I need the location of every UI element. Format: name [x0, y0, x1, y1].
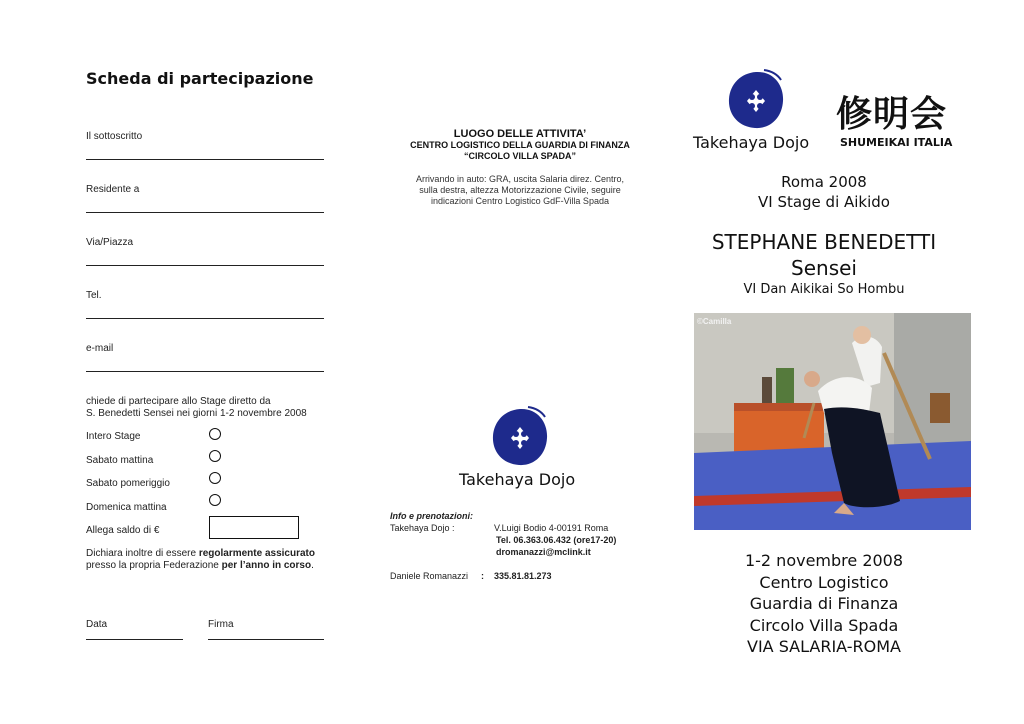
request-line-2: S. Benedetti Sensei nei giorni 1-2 novembre 2008 [86, 408, 307, 419]
info-dojo-label: Takehaya Dojo : [390, 523, 455, 533]
venue-title: LUOGO DELLE ATTIVITA’ [453, 128, 587, 140]
directions-2: sulla destra, altezza Motorizzazione Civile, seguire [419, 185, 621, 195]
option-intero-label: Intero Stage [86, 431, 141, 442]
venue-name-1: CENTRO LOGISTICO DELLA GUARDIA DI FINANZA [410, 140, 630, 150]
label-via: Via/Piazza [86, 237, 134, 248]
label-residente: Residente a [86, 184, 140, 195]
date-line-4: Circolo Villa Spada [749, 615, 899, 635]
label-email: e-mail [86, 343, 114, 354]
date-line-1: 1-2 novembre 2008 [744, 551, 904, 570]
info-person-phone: 335.81.81.273 [494, 571, 552, 581]
field-data[interactable] [86, 639, 183, 640]
declaration: Dichiara inoltre di essere regolarmente assicurato presso la propria Federazione per l’anno in corso. [86, 548, 315, 571]
option-domenica-mattina-radio[interactable] [209, 494, 221, 506]
field-residente[interactable] [86, 212, 324, 213]
field-via[interactable] [86, 265, 324, 266]
venue-block [390, 128, 650, 207]
option-sabato-mattina-radio[interactable] [209, 450, 221, 462]
field-email[interactable] [86, 371, 324, 372]
contact-dojo-name: Takehaya Dojo [459, 470, 576, 489]
option-sabato-mattina-label: Sabato mattina [86, 455, 154, 466]
saldo-label: Allega saldo di € [86, 525, 160, 536]
label-sottoscritto: Il sottoscritto [86, 131, 143, 142]
info-person-name: Daniele Romanazzi [390, 571, 469, 581]
kanji-title: 修明会 [836, 93, 948, 135]
info-title: Info e prenotazioni: [390, 511, 473, 521]
venue-name-2: “CIRCOLO VILLA SPADA” [464, 151, 576, 161]
sensei-rank: VI Dan Aikikai So Hombu [743, 282, 905, 297]
field-tel[interactable] [86, 318, 324, 319]
cover-dojo-name: Takehaya Dojo [693, 133, 810, 152]
sensei-title: Sensei [791, 256, 857, 280]
event-line-1: Roma 2008 [781, 173, 867, 191]
info-address: V.Luigi Bodio 4-00191 Roma [494, 523, 609, 533]
takehaya-logo-icon [488, 405, 552, 469]
label-tel: Tel. [86, 290, 102, 301]
date-block [694, 550, 954, 658]
field-sottoscritto[interactable] [86, 159, 324, 160]
data-label: Data [86, 619, 108, 630]
option-intero-radio[interactable] [209, 428, 221, 440]
saldo-input[interactable] [209, 516, 299, 539]
date-line-3: Guardia di Finanza [749, 594, 899, 613]
option-domenica-mattina-label: Domenica mattina [86, 502, 167, 513]
aikido-photo [694, 313, 971, 530]
form-title: Scheda di partecipazione [86, 69, 314, 88]
firma-label: Firma [208, 619, 234, 630]
directions-3: indicazioni Centro Logistico GdF-Villa Spada [431, 196, 609, 206]
option-sabato-pomeriggio-radio[interactable] [209, 472, 221, 484]
date-line-5: VIA SALARIA-ROMA [747, 637, 901, 656]
request-line-1: chiede di partecipare allo Stage diretto da [86, 396, 271, 407]
info-email[interactable]: dromanazzi@mclink.it [496, 547, 591, 557]
info-person-sep: : [481, 571, 484, 581]
event-block [694, 172, 954, 212]
info-phone: Tel. 06.363.06.432 (ore17-20) [496, 535, 617, 545]
option-sabato-pomeriggio-label: Sabato pomeriggio [86, 478, 170, 489]
field-firma[interactable] [208, 639, 324, 640]
event-line-2: VI Stage di Aikido [757, 193, 890, 211]
directions-1: Arrivando in auto: GRA, uscita Salaria direz. Centro, [415, 174, 625, 184]
photo-credit: ©Camilla [697, 317, 732, 326]
sensei-block [694, 229, 954, 281]
date-line-2: Centro Logistico [759, 572, 889, 592]
sensei-name: STEPHANE BENEDETTI [711, 230, 937, 254]
shumeikai-label: SHUMEIKAI ITALIA [840, 136, 953, 149]
cover-logo-icon [724, 68, 788, 132]
